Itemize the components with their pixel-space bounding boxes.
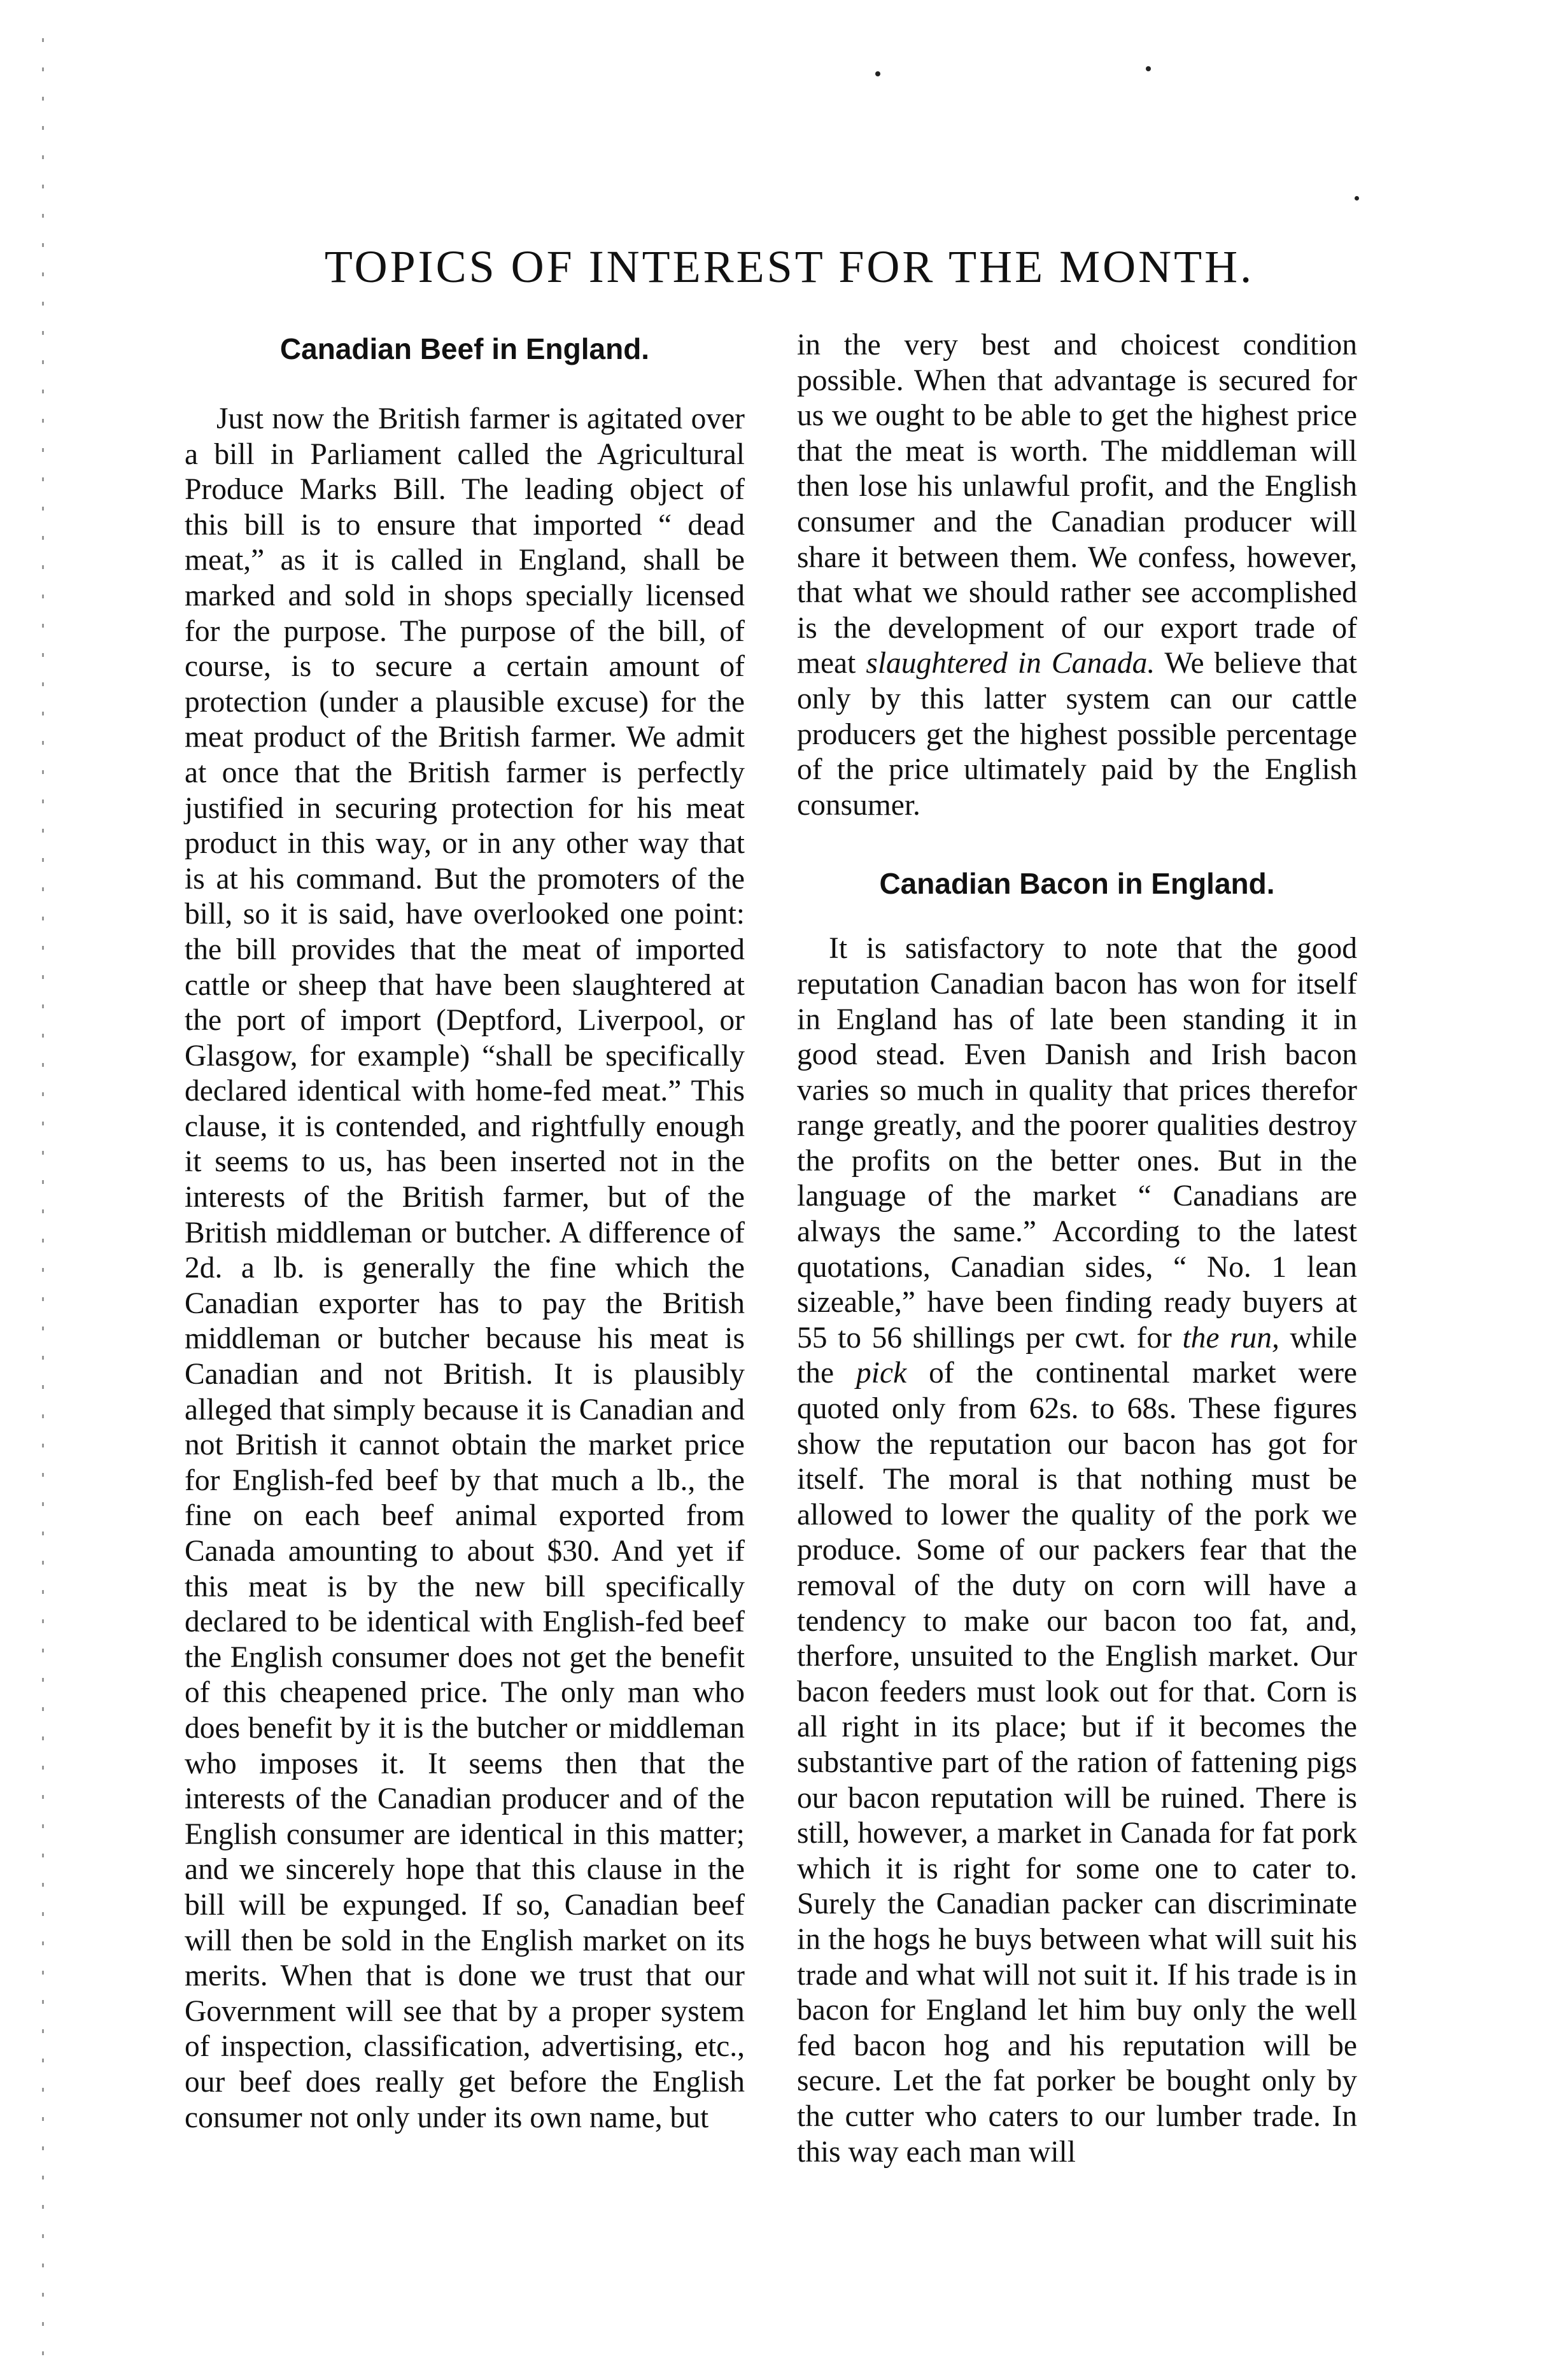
right-column [797,328,1357,2170]
continuation-text-end: We believe that only by this latter system can our cattle producers get the highest possible percentage of the price ultimately paid by the English consumer. [797,647,1357,822]
page-title: TOPICS OF INTEREST FOR THE MONTH. [324,241,1255,292]
left-column [185,328,745,2136]
scan-speck [1146,66,1151,71]
bacon-text-2: while the [797,1321,1358,1390]
continuation-text: in the very best and choicest condition possible. When that advantage is secured for us we ought to be able to get the highest price that the meat is worth. The middleman will then lose his unlawful profit, and the English consumer and the Canadian producer will share it between them. We confess, however, that what we should rather see accomplished is the development of our export trade of meat [797,328,1357,680]
article-body-beef: Just now the British farmer is agitated over a bill in Parliament called the Agricultural Produce Marks Bill. The leading object of this bill is to ensure that imported “ dead meat,” as it is called in England, shall be marked and sold in shops specially licensed for the purpose. The purpose of the bill, of course, is to secure a certain amount of protection (under a plausible excuse) for the meat product of the British farmer. We admit at once that the British farmer is perfectly justified in securing protection for his meat product in this way, or in any other way that is at his command. But the promoters of the bill, so it is said, have overlooked one point: the bill provides that the meat of imported cattle or sheep that have been slaughtered at the port of import (Deptford, Liverpool, or Glasgow, for example) “shall be specifically declared identical with home-fed meat.” This clause, it is contended, and rightfully enough it seems to us, has been inserted not in the interests of the British farmer, but of the British middleman or butcher. A difference of 2d. a lb. is generally the fine which the Canadian exporter has to pay the British middleman or butcher because his meat is Canadian and not British. It is plausibly alleged that simply because it is Canadian and not British it cannot obtain the market price for English-fed beef by that much a lb., the fine on each beef animal exported from Canada amounting to about $30. And yet if this meat is by the new bill specifically declared to be identical with English-fed beef the English consumer does not get the benefit of this cheapened price. The only man who does benefit by it is the butcher or middleman who imposes it. It seems then that the interests of the Canadian producer and of the English consumer are identical in this matter; and we sincerely hope that this clause in the bill will be expunged. If so, Canadian beef will then be sold in the English market on its merits. When that is done we trust that our Government will see that by a proper system of inspection, classification, advertising, etc., our beef does really get before the English consumer not only under its own name, but [185,402,745,2134]
bacon-emphasis-run: the run, [1182,1321,1279,1355]
article-heading-beef: Canadian Beef in England. [279,332,650,365]
article-heading-bacon: Canadian Bacon in England. [879,867,1275,901]
scan-speck [875,71,880,76]
scan-speck [1355,196,1359,201]
bacon-emphasis-pick: pick [856,1356,907,1390]
bacon-text-1: It is satisfactory to note that the good reputation Canadian bacon has won for itself in England has of late been standing it in good stead. Even Danish and Irish bacon varies so much in quality that prices therefor range greatly, and the poorer qualities destroy the profits on the better ones. But in the language of the market “ Canadians are always the same.” According to the latest quotations, Canadian sides, “ No. 1 lean sizeable,” have been finding ready buyers at 55 to 56 shillings per cwt. for [797,932,1357,1355]
article-continuation-beef [797,328,1357,823]
scan-margin-marks [25,38,64,2355]
bacon-text-3: of the continental market were quoted only from 62s. to 68s. These figures show the reputation our bacon has got for itself. The moral is that nothing must be allowed to lower the quality of the pork we produce. Some of our packers fear that the removal of the duty on corn will have a tendency to make our bacon too fat, and, therfore, unsuited to the English market. Our bacon feeders must look out for that. Corn is all right in its place; but if it becomes the substantive part of the ration of fattening pigs our bacon reputation will be ruined. There is still, however, a market in Canada for fat pork which it is right for some one to cater to. Surely the Canadian packer can discriminate in the hogs he buys between what will suit his trade and what will not suit it. If his trade is in bacon for England let him buy only the well fed bacon hog and his reputation will be secure. Let the fat porker be bought only by the cutter who caters to our lumber trade. In this way each man will [797,1356,1357,2169]
continuation-emphasis: slaughtered in Canada. [866,647,1155,680]
article-body-bacon [797,931,1357,2170]
